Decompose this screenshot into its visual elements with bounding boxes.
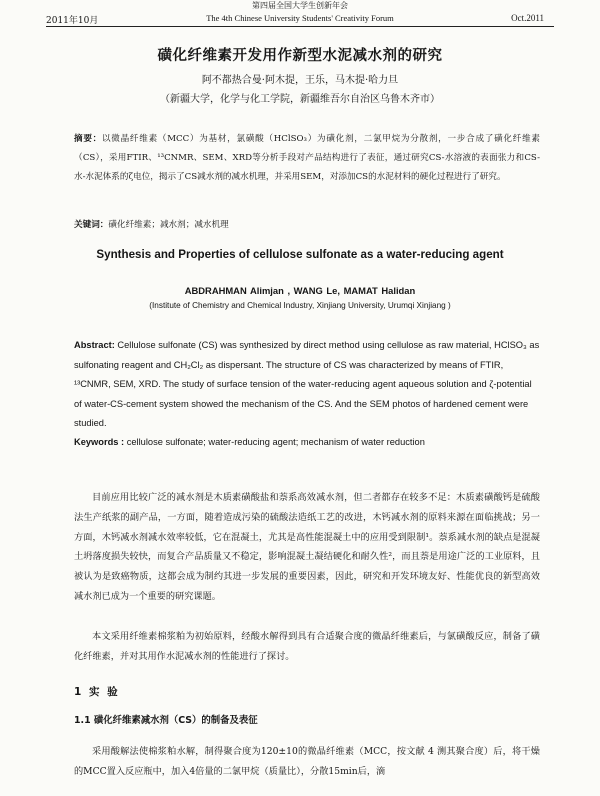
running-header-forum-en: The 4th Chinese University Students' Creativity Forum xyxy=(206,13,394,23)
english-abstract-label: Abstract: xyxy=(74,340,115,350)
english-keywords xyxy=(74,437,425,447)
body-paragraph-2: 本文采用纤维素棉浆粕为初始原料，经酸水解得到具有合适聚合度的微晶纤维素后，与氯磺酸反应，制备了磺化纤维素，并对其用作水泥减水剂的性能进行了探讨。 xyxy=(74,631,540,662)
english-authors: ABDRAHMAN Alimjan , WANG Le, MAMAT Halidan xyxy=(184,285,416,296)
english-abstract xyxy=(74,336,540,434)
header-rule xyxy=(46,26,554,27)
chinese-keywords xyxy=(74,218,229,230)
section-heading-1-1: 1.1 磺化纤维素减水剂（CS）的制备及表征 xyxy=(74,715,258,726)
chinese-keywords-label: 关键词： xyxy=(74,220,109,230)
running-header-date-cn: 2011年10月 xyxy=(46,16,99,26)
english-keywords-label: Keywords : xyxy=(74,437,125,447)
chinese-abstract-label: 摘要： xyxy=(74,134,102,144)
body-paragraph-3: 采用酸解法使棉浆粕水解，制得聚合度为120±10的微晶纤维素（MCC，按文献 4 测其聚合度）后，将干燥的MCC置入反应瓶中，加入4倍量的二氯甲烷（质量比），分散15min后，滴 xyxy=(74,746,540,777)
chinese-affiliation: （新疆大学，化学与化工学院，新疆维吾尔自治区乌鲁木齐市） xyxy=(160,94,440,105)
english-keywords-text: cellulose sulfonate; water-reducing agent; mechanism of water reduction xyxy=(126,437,425,447)
chinese-keywords-text: 磺化纤维素；减水剂；减水机理 xyxy=(108,220,229,230)
body-paragraph-1: 目前应用比较广泛的减水剂是木质素磺酸盐和萘系高效减水剂，但二者都存在较多不足：木质素磺酸钙是硫酸法生产纸浆的副产品，一方面，随着造成污染的硫酸法造纸工艺的改进，木钙减水剂的原料来源在面临挑战；另一方面，木钙减水剂减水效率较低，它在混凝土，尤其是高性能混凝土中的应用受到限制¹。萘系减水剂的缺点是混凝土坍落度损失较快，而复合产品质量又不稳定，影响混凝土凝结硬化和耐久性²，而且萘是用途广泛的工业原料，且被认为是致癌物质，这都会成为制约其进一步发展的重要因素，因此，研究和开发环境友好、性能优良的新型高效减水剂已成为一个重要的研究课题。 xyxy=(74,492,540,602)
english-affiliation: (Institute of Chemistry and Chemical Industry, Xinjiang University, Urumqi Xinjiang ) xyxy=(149,301,451,310)
chinese-abstract xyxy=(74,130,540,187)
running-header-date-en: Oct.2011 xyxy=(511,13,544,23)
chinese-authors: 阿不都热合曼·阿木提，王乐，马木提·哈力旦 xyxy=(201,75,399,86)
running-header-forum-name: 第四届全国大学生创新年会 xyxy=(252,1,348,10)
section-heading-1: 1 实 验 xyxy=(74,686,120,698)
english-title: Synthesis and Properties of cellulose sulfonate as a water-reducing agent xyxy=(96,248,504,261)
chinese-abstract-text: 以微晶纤维素（MCC）为基材，氯磺酸（HClSO₃）为磺化剂，二氯甲烷为分散剂，一步合成了磺化纤维素（CS），采用FTIR、¹³CNMR、SEM、XRD等分析手段对产品结构进行了表征，通过研究CS-水溶液的表面张力和CS-水-水泥体系的ζ电位，揭示了CS减水剂的减水机理，并采用SEM，对添加CS的水泥材料的硬化过程进行了研究。 xyxy=(74,134,540,182)
chinese-title: 磺化纤维素开发用作新型水泥减水剂的研究 xyxy=(157,48,443,64)
english-abstract-text: Cellulose sulfonate (CS) was synthesized by direct method using cellulose as raw material, HClSO₃ as sulfonating reagent and CH₂Cl₂ as dispersant. The structure of CS was characterized by means of FTIR, ¹³CNMR, SEM, XRD. The study of surface tension of the water-reducing agent aqueous solution and ζ-potential of water-CS-cement system showed the mechanism of the CS. And the SEM photos of hardened cement were studied. xyxy=(74,340,540,429)
